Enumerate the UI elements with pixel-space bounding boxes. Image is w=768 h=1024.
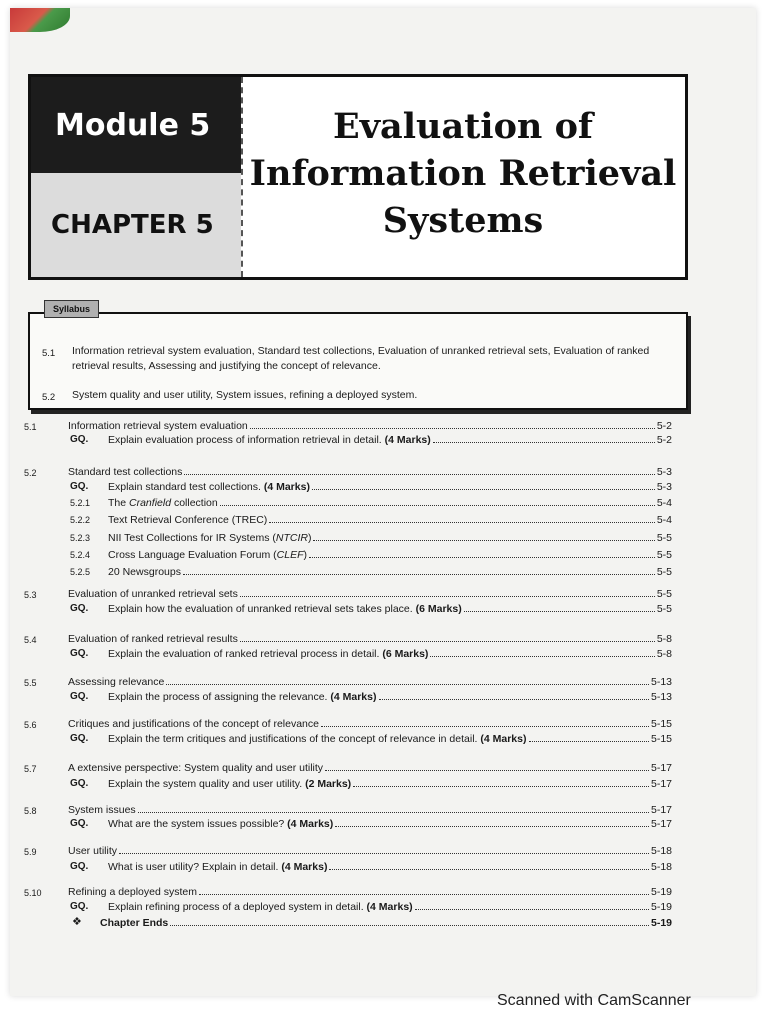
toc-question-label: GQ. [70,648,89,659]
toc-marks: (4 Marks) [260,481,310,493]
toc-section-number: 5.4 [24,635,37,645]
toc-leader-line [108,776,672,792]
toc-dot-leader [250,418,655,429]
toc-entry-text: Chapter Ends [100,917,169,929]
toc-section-number: 5.6 [24,720,37,730]
toc-page-number: 5-2 [656,420,672,432]
toc-leader-line [68,716,672,732]
toc-entry [24,716,672,731]
toc-dot-leader [184,464,654,475]
toc-entry-text: Cross Language Evaluation Forum (CLEF) [108,549,308,561]
toc-dot-leader [329,859,649,870]
toc-entry-text: Standard test collections [68,466,183,478]
toc-entry-text: Explain the process of assigning the relevance. (4 Marks) [108,691,377,703]
toc-leader-line [108,689,672,705]
camscanner-watermark-text: Scanned with CamScanner [497,992,691,1009]
toc-entry-text: Refining a deployed system [68,886,197,898]
toc-page-number: 5-17 [650,778,672,790]
toc-subsection-number: 5.2.5 [70,567,91,577]
toc-leader-line [68,674,672,690]
toc-marks: (4 Marks) [278,861,328,873]
toc-page-number: 5-19 [650,886,672,898]
toc-leader-line [108,530,672,546]
toc-leader-line [108,601,672,617]
toc-entry [24,586,672,601]
toc-dot-leader [379,689,649,700]
chapter-title [245,103,681,244]
toc-page-number: 5-5 [656,549,672,561]
toc-page-number: 5-13 [650,676,672,688]
toc-dot-leader [433,432,655,443]
chapter-label: CHAPTER 5 [51,210,214,240]
toc-entry [24,899,672,914]
toc-leader-line [108,432,672,448]
corner-decoration [10,8,70,32]
toc-page-number: 5-19 [650,901,672,913]
toc-dot-leader [166,674,649,685]
toc-question-label: GQ. [70,434,89,445]
toc-entry [24,843,672,858]
toc-entry-text: What are the system issues possible? (4 Marks) [108,818,334,830]
toc-page-number: 5-2 [656,434,672,446]
toc-page-number: 5-5 [656,603,672,615]
toc-leader-line [108,479,672,495]
toc-entry [24,776,672,791]
toc-leader-line [108,731,672,747]
toc-page-number: 5-17 [650,818,672,830]
toc-page-number: 5-15 [650,733,672,745]
toc-entry [24,564,672,579]
toc-leader-line [108,859,672,875]
toc-leader-line [68,586,672,602]
banner-divider [241,77,243,277]
toc-section-number: 5.3 [24,590,37,600]
toc-entry [24,464,672,479]
module-label: Module 5 [55,107,211,143]
toc-page-number: 5-8 [656,648,672,660]
toc-leader-line [108,899,672,915]
toc-question-label: GQ. [70,733,89,744]
toc-dot-leader [312,479,655,490]
toc-section-number: 5.9 [24,847,37,857]
toc-marks: (6 Marks) [379,648,429,660]
toc-marks: (4 Marks) [381,434,431,446]
toc-question-label: GQ. [70,481,89,492]
toc-dot-leader [240,586,655,597]
toc-dot-leader [321,716,649,727]
toc-page-number: 5-18 [650,861,672,873]
toc-dot-leader [529,731,649,742]
toc-section-number: 5.8 [24,806,37,816]
toc-entry-text: Text Retrieval Conference (TREC) [108,514,268,526]
toc-section-number: 5.5 [24,678,37,688]
toc-question-label: GQ. [70,691,89,702]
syllabus-item-text: Information retrieval system evaluation, Standard test collections, Evaluation of unranked retrieval sets, Evaluation of ranked retrieval results, Assessing and justifying the concept of relevance. [72,345,650,372]
toc-subsection-number: 5.2.1 [70,498,91,508]
toc-entry [24,802,672,817]
toc-entry [24,689,672,704]
toc-page-number: 5-5 [656,532,672,544]
toc-entry-text: Evaluation of unranked retrieval sets [68,588,238,600]
toc-entry-text: Explain the term critiques and justifications of the concept of relevance in detail. (4 Marks) [108,733,527,745]
toc-entry-text: 20 Newsgroups [108,566,181,578]
toc-dot-leader [353,776,649,787]
toc-section-number: 5.7 [24,764,37,774]
toc-marks: (4 Marks) [284,818,334,830]
toc-entry-text: Explain the evaluation of ranked retrieval process in detail. (6 Marks) [108,648,429,660]
toc-dot-leader [313,530,654,541]
toc-question-label: GQ. [70,818,89,829]
toc-leader-line [68,464,672,480]
module-banner [31,77,241,173]
toc-section-number: 5.1 [24,422,37,432]
chapter-banner [31,173,241,277]
toc-entry [24,418,672,433]
toc-section-number: 5.2 [24,468,37,478]
toc-leader-line [108,816,672,832]
toc-entry-text: Explain standard test collections. (4 Marks) [108,481,310,493]
toc-leader-line [108,495,672,511]
toc-leader-line [68,843,672,859]
toc-dot-leader [138,802,649,813]
toc-question-label: GQ. [70,901,89,912]
toc-page-number: 5-17 [650,804,672,816]
toc-dot-leader [240,631,655,642]
toc-entry [24,432,672,447]
toc-entry-text: Explain evaluation process of information retrieval in detail. (4 Marks) [108,434,431,446]
toc-entry-text: The Cranfield collection [108,497,218,509]
toc-leader-line [108,646,672,662]
toc-entry-text: Evaluation of ranked retrieval results [68,633,238,645]
syllabus-item-text: System quality and user utility, System issues, refining a deployed system. [72,389,418,401]
toc-subsection-number: 5.2.4 [70,550,91,560]
toc-entry [24,530,672,545]
scanned-page [10,8,756,996]
chapter-title-line: Information Retrieval [249,153,677,194]
toc-entry [24,674,672,689]
toc-entry-text: NII Test Collections for IR Systems (NTCIR) [108,532,312,544]
toc-entry-text: What is user utility? Explain in detail. (4 Marks) [108,861,328,873]
toc-subsection-number: 5.2.3 [70,533,91,543]
toc-page-number: 5-17 [650,762,672,774]
toc-page-number: 5-5 [656,566,672,578]
toc-entry-text: Explain how the evaluation of unranked retrieval sets takes place. (6 Marks) [108,603,462,615]
toc-dot-leader [269,512,655,523]
toc-entry-text: Assessing relevance [68,676,165,688]
syllabus-item-number: 5.1 [42,348,56,359]
toc-page-number: 5-3 [656,481,672,493]
toc-entry-text: System issues [68,804,136,816]
chapter-header [28,74,688,280]
toc-entry-text: Information retrieval system evaluation [68,420,248,432]
toc-dot-leader [325,760,649,771]
toc-entry-italic: CLEF [276,549,304,561]
toc-page-number: 5-8 [656,633,672,645]
toc-dot-leader [430,646,654,657]
toc-entry [24,760,672,775]
toc-entry [24,495,672,510]
toc-leader-line [108,564,672,580]
toc-question-label: GQ. [70,861,89,872]
syllabus-item-number: 5.2 [42,392,56,403]
toc-dot-leader [464,601,655,612]
toc-entry [24,731,672,746]
toc-dot-leader [335,816,649,827]
toc-leader-line [68,760,672,776]
toc-subsection-number: 5.2.2 [70,515,91,525]
toc-leader-line [68,631,672,647]
toc-entry [24,859,672,874]
toc-entry [24,646,672,661]
toc-question-label: GQ. [70,778,89,789]
toc-entry-text: Explain refining process of a deployed system in detail. (4 Marks) [108,901,413,913]
toc-page-number: 5-13 [650,691,672,703]
toc-entry-text: Critiques and justifications of the concept of relevance [68,718,319,730]
chapter-end-icon: ❖ [72,916,82,928]
toc-marks: (6 Marks) [412,603,462,615]
toc-dot-leader [309,547,655,558]
toc-entry [24,601,672,616]
toc-marks: (4 Marks) [363,901,413,913]
toc-leader-line [108,512,672,528]
toc-entry-text: User utility [68,845,118,857]
toc-entry-italic: NTCIR [275,532,308,544]
chapter-title-line: Evaluation of [333,106,593,147]
toc-page-number: 5-15 [650,718,672,730]
toc-entry [24,884,672,899]
toc-leader-line [108,547,672,563]
toc-entry [24,915,672,930]
toc-dot-leader [199,884,649,895]
toc-dot-leader [183,564,655,575]
toc-entry [24,512,672,527]
toc-entry-text: A extensive perspective: System quality and user utility [68,762,324,774]
chapter-title-line: Systems [382,200,544,241]
toc-entry-italic: Cranfield [129,497,172,509]
toc-section-number: 5.10 [24,888,42,898]
toc-entry [24,479,672,494]
syllabus-box [28,304,688,410]
toc-dot-leader [119,843,649,854]
toc-entry [24,631,672,646]
toc-page-number: 5-19 [650,917,672,929]
toc-page-number: 5-3 [656,466,672,478]
toc-marks: (2 Marks) [302,778,352,790]
toc-dot-leader [220,495,655,506]
toc-marks: (4 Marks) [477,733,527,745]
toc-entry-text: Explain the system quality and user utility. (2 Marks) [108,778,352,790]
toc-question-label: GQ. [70,603,89,614]
toc-entry [24,816,672,831]
syllabus-tab: Syllabus [44,300,99,318]
toc-page-number: 5-18 [650,845,672,857]
toc-dot-leader [415,899,649,910]
toc-entry [24,547,672,562]
toc-leader-line [100,915,672,931]
toc-dot-leader [170,915,649,926]
toc-page-number: 5-4 [656,497,672,509]
toc-leader-line [68,884,672,900]
toc-marks: (4 Marks) [327,691,377,703]
toc-page-number: 5-4 [656,514,672,526]
toc-page-number: 5-5 [656,588,672,600]
